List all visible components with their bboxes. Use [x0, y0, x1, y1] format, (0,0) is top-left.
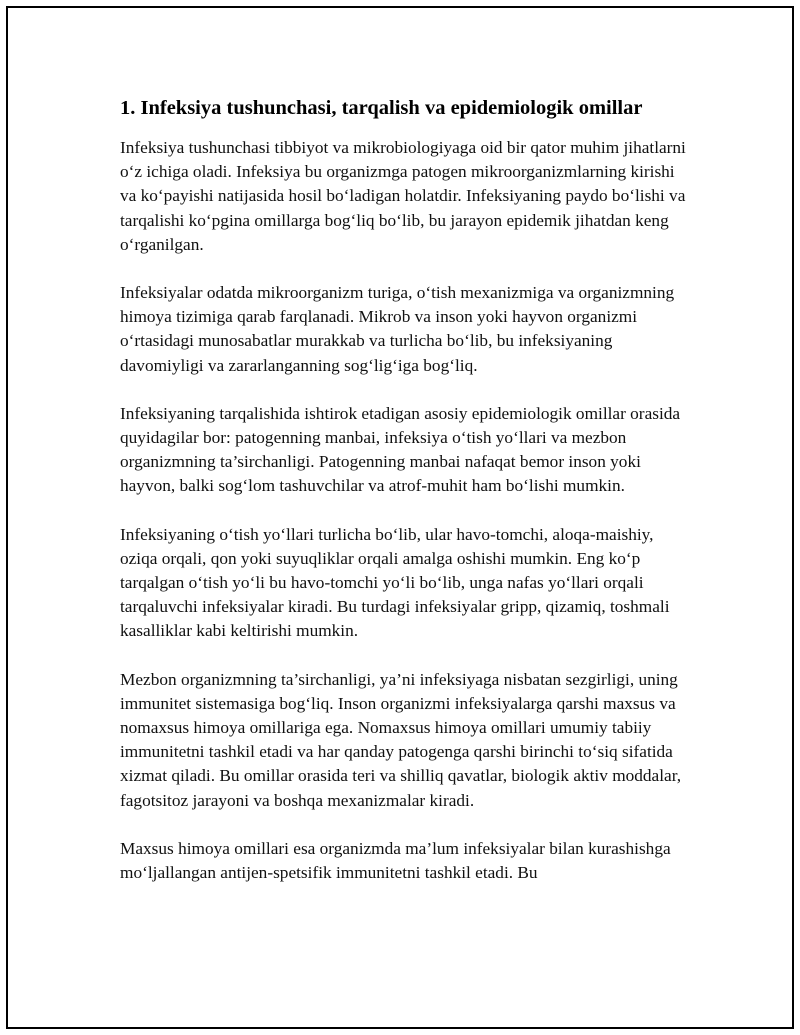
- paragraph-3: Infeksiyaning tarqalishida ishtirok etadigan asosiy epidemiologik omillar orasida quyidagilar bor: patogenning manbai, infeksiya o‘tish yo‘llari va mezbon organizmning ta’sirchanligi. Patogenning manbai nafaqat bemor inson yoki hayvon, balki sog‘lom tashuvchilar va atrof-muhit ham bo‘lishi mumkin.: [120, 403, 681, 496]
- document-body: [120, 94, 690, 909]
- document-page: [6, 6, 794, 1029]
- paragraph-1: Infeksiya tushunchasi tibbiyot va mikrobiologiyaga oid bir qator muhim jihatlarni o‘z ichiga oladi. Infeksiya bu organizmga patogen mikroorganizmlarning kirishi va ko‘payishi natijasida hosil bo‘ladigan holatdir. Infeksiyaning paydo bo‘lishi va tarqalishi ko‘pgina omillarga bog‘liq bo‘lib, bu jarayon epidemik jihatdan keng o‘rganilgan.: [120, 138, 686, 254]
- paragraph-6: Maxsus himoya omillari esa organizmda ma’lum infeksiyalar bilan kurashishga mo‘ljallangan antijen-spetsifik immunitetni tashkil etadi. Bu: [120, 838, 671, 883]
- paragraph-2: Infeksiyalar odatda mikroorganizm turiga, o‘tish mexanizmiga va organizmning himoya tizimiga qarab farqlanadi. Mikrob va inson yoki hayvon organizmi o‘rtasidagi munosabatlar murakkab va turlicha bo‘lib, bu infeksiyaning davomiyligi va zararlanganning sog‘lig‘iga bog‘liq.: [120, 283, 675, 375]
- section-heading: 1. Infeksiya tushunchasi, tarqalish va epidemiologik omillar: [120, 97, 643, 119]
- paragraph-5: Mezbon organizmning ta’sirchanligi, ya’ni infeksiyaga nisbatan sezgirligi, uning immunitet sistemasiga bog‘liq. Inson organizmi infeksiyalarga qarshi maxsus va nomaxsus himoya omillariga ega. Nomaxsus himoya omillari umumiy tabiiy immunitetni tashkil etadi va har qanday patogenga qarshi birinchi to‘siq sifatida xizmat qiladi. Bu omillar orasida teri va shilliq qavatlar, biologik aktiv moddalar, fagotsitoz jarayoni va boshqa mexanizmalar kiradi.: [120, 669, 682, 810]
- paragraph-4: Infeksiyaning o‘tish yo‘llari turlicha bo‘lib, ular havo-tomchi, aloqa-maishiy, oziqa orqali, qon yoki suyuqliklar orqali amalga oshishi mumkin. Eng ko‘p tarqalgan o‘tish yo‘li bu havo-tomchi yo‘li bo‘lib, unga nafas yo‘llari orqali tarqaluvchi infeksiyalar kiradi. Bu turdagi infeksiyalar gripp, qizamiq, toshmali kasalliklar kabi keltirishi mumkin.: [120, 524, 670, 641]
